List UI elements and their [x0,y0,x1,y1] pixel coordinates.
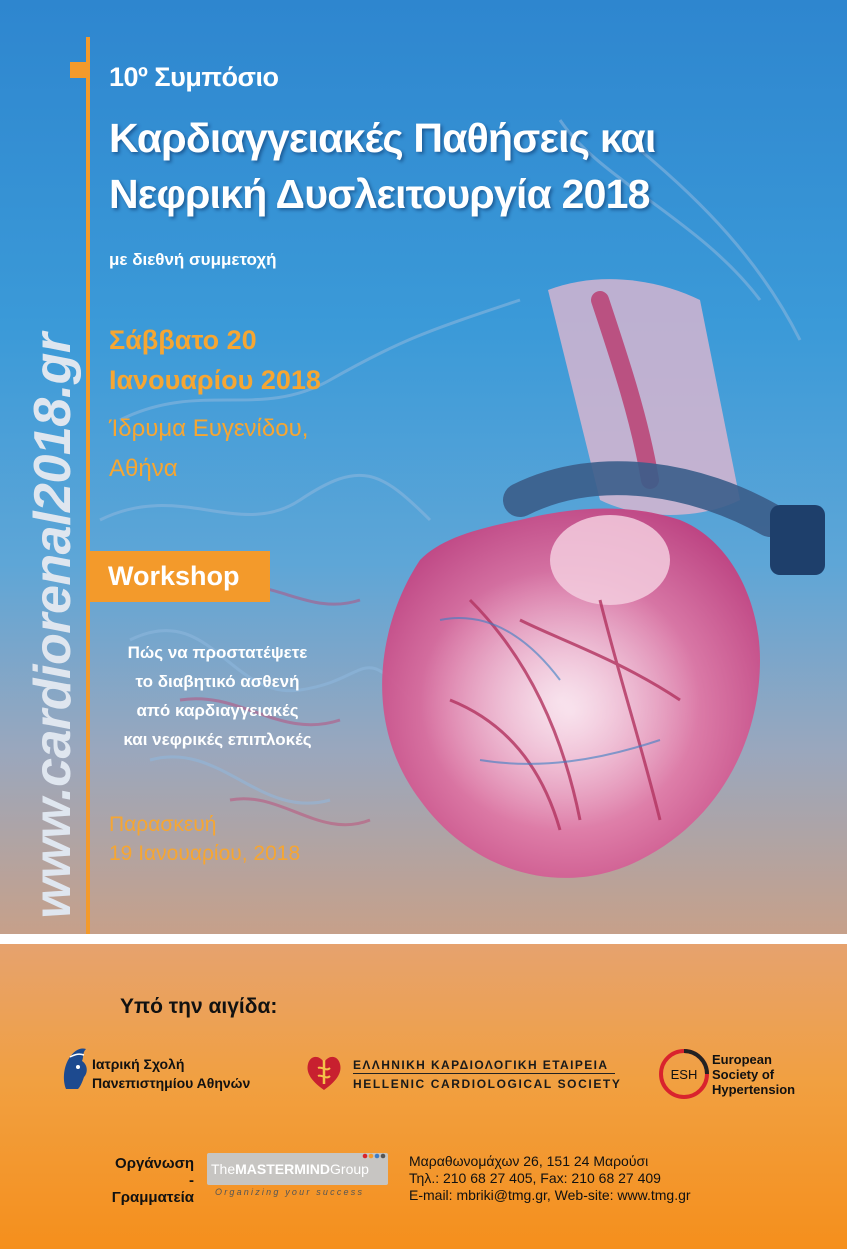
date-line-1: Σάββατο 20 [109,325,257,355]
workshop-line: και νεφρικές επιπλοκές [123,730,312,749]
school-line-1: Ιατρική Σχολή [92,1056,185,1072]
organizer-label-1: Οργάνωση - [115,1155,194,1189]
esh-line-1: European [712,1052,772,1067]
workshop-date-line-1: Παρασκευή [109,813,217,836]
email-website[interactable]: E-mail: mbriki@tmg.gr, Web-site: www.tmg.gr [409,1187,691,1203]
edition-label: 10º Συμπόσιο [109,62,279,92]
title-line-1: Καρδιαγγειακές Παθήσεις και [109,115,656,161]
logo-group: Group [330,1161,369,1177]
heart-emblem-icon [304,1050,344,1094]
esh-line-2: Society of [712,1067,775,1082]
society-rule [353,1073,615,1074]
workshop-date [109,810,300,868]
contact-info [409,1153,691,1204]
logo-main: MASTERMIND [235,1161,331,1177]
event-venue [109,409,308,489]
workshop-line: από καρδιαγγειακές [136,701,299,720]
mastermind-logo-text [211,1161,369,1177]
esh-badge-text: ESH [670,1067,698,1082]
phone-fax: Τηλ.: 210 68 27 405, Fax: 210 68 27 409 [409,1170,661,1186]
workshop-description [90,638,345,754]
athena-head-logo-icon [58,1043,92,1093]
date-line-2: Ιανουαρίου 2018 [109,365,321,395]
event-date [109,320,321,400]
workshop-line: το διαβητικό ασθενή [135,672,300,691]
esh-line-3: Hypertension [712,1082,796,1097]
logo-the: The [211,1161,236,1177]
venue-line-1: Ίδρυμα Ευγενίδου, [109,415,309,442]
accent-square [70,62,86,78]
title-line-2: Νεφρική Δυσλειτουργία 2018 [109,171,650,217]
organizer-label [108,1155,194,1206]
accent-vertical-line [86,37,90,934]
society-name-english: HELLENIC CARDIOLOGICAL SOCIETY [353,1077,622,1091]
society-name-greek: ΕΛΛΗΝΙΚΗ ΚΑΡΔΙΟΛΟΓΙΚΗ ΕΤΑΙΡΕΙΑ [353,1058,609,1072]
esh-name [712,1052,795,1097]
esh-logo-icon [657,1047,711,1101]
organizer-label-2: Γραμματεία [111,1189,194,1206]
event-subtitle: με διεθνή συμμετοχή [109,250,277,269]
workshop-badge: Workshop [90,551,270,602]
venue-line-2: Αθήνα [109,455,178,482]
medical-school-name [92,1055,250,1093]
event-title [109,110,656,222]
mastermind-slogan: Organizing your success [215,1187,365,1197]
mastermind-dots-icon [362,1153,388,1165]
auspices-heading: Υπό την αιγίδα: [120,995,278,1018]
workshop-line: Πώς να προστατέψετε [127,643,308,662]
school-line-2: Πανεπιστημίου Αθηνών [92,1075,251,1091]
website-vertical[interactable]: www.cardiorenal2018.gr [24,333,82,919]
divider [0,934,847,944]
workshop-date-line-2: 19 Ιανουαρίου, 2018 [109,842,301,865]
address: Μαραθωνομάχων 26, 151 24 Μαρούσι [409,1153,649,1169]
